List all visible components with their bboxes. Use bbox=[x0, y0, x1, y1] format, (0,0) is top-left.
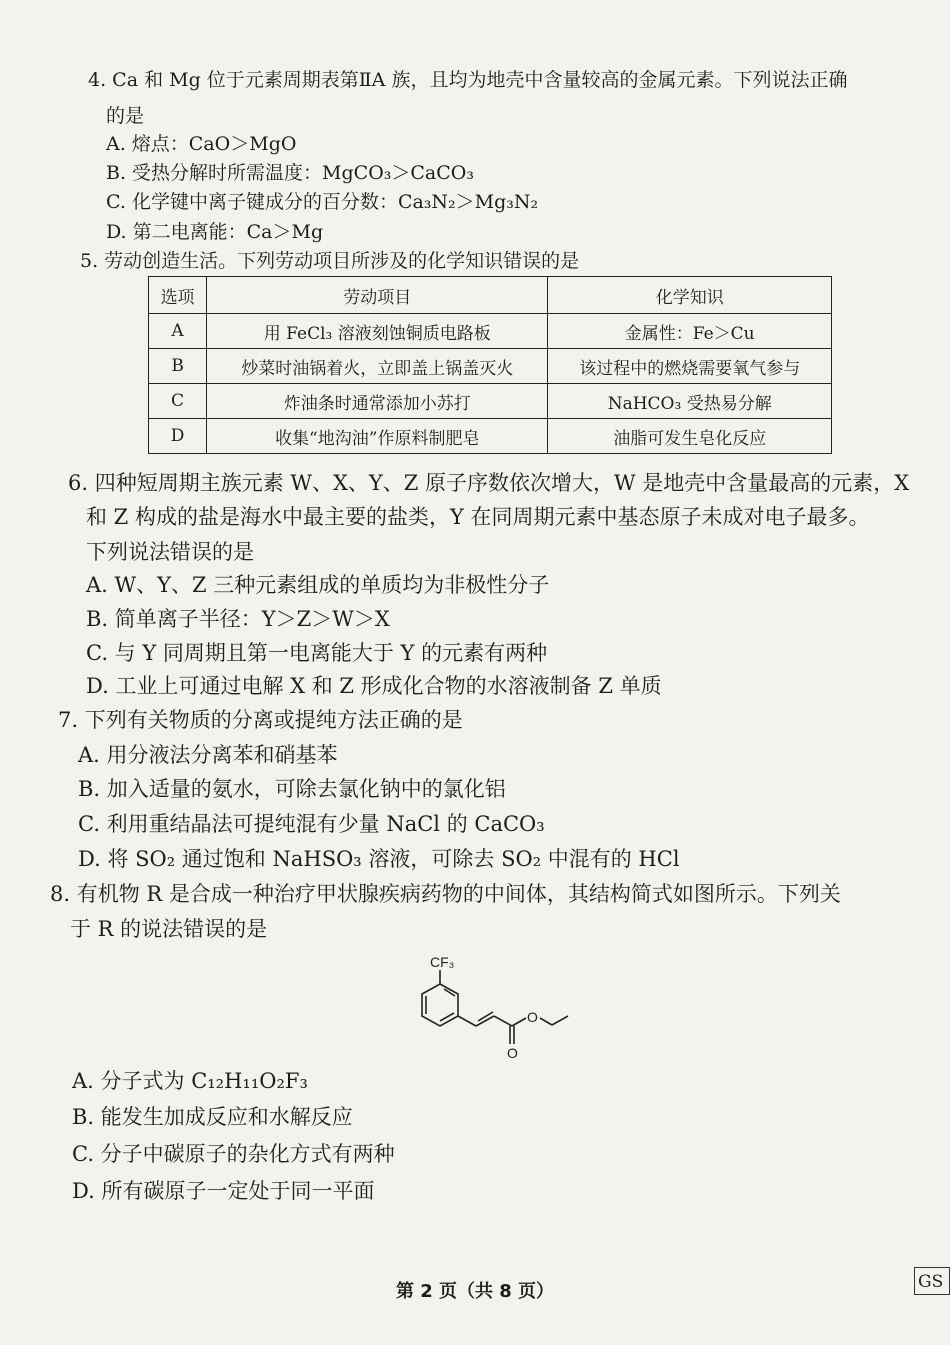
q6-option-d: D. 工业上可通过电解 X 和 Z 形成化合物的水溶液制备 Z 单质 bbox=[86, 674, 662, 698]
q6-option-c: C. 与 Y 同周期且第一电离能大于 Y 的元素有两种 bbox=[86, 641, 548, 665]
table-header-row bbox=[149, 277, 832, 314]
structure-diagram bbox=[400, 952, 590, 1064]
carbonyl-oxygen-label: O bbox=[507, 1045, 518, 1061]
table-cell: D bbox=[149, 419, 207, 454]
table-cell: 金属性：Fe＞Cu bbox=[548, 314, 832, 349]
ester-oxygen-label: O bbox=[527, 1009, 538, 1025]
exam-code-badge: GS bbox=[914, 1267, 950, 1295]
table-cell: 炸油条时通常添加小苏打 bbox=[207, 384, 548, 419]
q4-option-b: B. 受热分解时所需温度：MgCO₃＞CaCO₃ bbox=[106, 162, 474, 184]
table-row bbox=[149, 349, 832, 384]
table-cell: 炒菜时油锅着火，立即盖上锅盖灭火 bbox=[207, 349, 548, 384]
table-cell: 用 FeCl₃ 溶液刻蚀铜质电路板 bbox=[207, 314, 548, 349]
q4-stem-line2: 的是 bbox=[106, 105, 145, 127]
q5-stem: 5. 劳动创造生活。下列劳动项目所涉及的化学知识错误的是 bbox=[80, 250, 580, 272]
benzene-ring bbox=[422, 984, 458, 1026]
table-header-knowledge: 化学知识 bbox=[548, 277, 832, 314]
table-cell: C bbox=[149, 384, 207, 419]
q5-table bbox=[148, 276, 832, 454]
page-number: 第 2 页（共 8 页） bbox=[395, 1281, 555, 1302]
q4-option-c: C. 化学键中离子键成分的百分数：Ca₃N₂＞Mg₃N₂ bbox=[106, 191, 539, 213]
q8-option-b: B. 能发生加成反应和水解反应 bbox=[72, 1105, 353, 1129]
table-cell: NaHCO₃ 受热易分解 bbox=[548, 384, 832, 419]
q6-stem-line3: 下列说法错误的是 bbox=[86, 540, 254, 564]
q4-option-a: A. 熔点：CaO＞MgO bbox=[106, 133, 297, 155]
q6-option-b: B. 简单离子半径：Y＞Z＞W＞X bbox=[86, 607, 390, 631]
q8-stem-line1: 8. 有机物 R 是合成一种治疗甲状腺疾病药物的中间体，其结构简式如图所示。下列关 bbox=[50, 882, 841, 906]
q6-option-a: A. W、Y、Z 三种元素组成的单质均为非极性分子 bbox=[86, 573, 550, 597]
table-cell: 收集“地沟油”作原料制肥皂 bbox=[207, 419, 548, 454]
table-header-labor: 劳动项目 bbox=[207, 277, 548, 314]
table-row bbox=[149, 384, 832, 419]
q8-option-c: C. 分子中碳原子的杂化方式有两种 bbox=[72, 1142, 395, 1166]
cf3-label: CF₃ bbox=[430, 954, 455, 970]
q7-option-b: B. 加入适量的氨水，可除去氯化钠中的氯化铝 bbox=[78, 777, 506, 801]
q4-option-d: D. 第二电离能：Ca＞Mg bbox=[106, 221, 324, 243]
q8-option-d: D. 所有碳原子一定处于同一平面 bbox=[72, 1179, 375, 1203]
table-cell: 油脂可发生皂化反应 bbox=[548, 419, 832, 454]
table-row bbox=[149, 314, 832, 349]
table-cell: 该过程中的燃烧需要氧气参与 bbox=[548, 349, 832, 384]
q6-stem-line1: 6. 四种短周期主族元素 W、X、Y、Z 原子序数依次增大，W 是地壳中含量最高的元素，X bbox=[68, 471, 910, 495]
q7-option-a: A. 用分液法分离苯和硝基苯 bbox=[78, 743, 338, 767]
table-cell: A bbox=[149, 314, 207, 349]
q7-stem: 7. 下列有关物质的分离或提纯方法正确的是 bbox=[58, 708, 463, 732]
q7-option-c: C. 利用重结晶法可提纯混有少量 NaCl 的 CaCO₃ bbox=[78, 812, 545, 836]
q4-stem-line1: 4. Ca 和 Mg 位于元素周期表第ⅡA 族，且均为地壳中含量较高的金属元素。下列说法正确 bbox=[88, 69, 848, 91]
q8-stem-line2: 于 R 的说法错误的是 bbox=[70, 917, 268, 941]
table-header-option: 选项 bbox=[149, 277, 207, 314]
q8-option-a: A. 分子式为 C₁₂H₁₁O₂F₃ bbox=[72, 1069, 308, 1093]
table-cell: B bbox=[149, 349, 207, 384]
q7-option-d: D. 将 SO₂ 通过饱和 NaHSO₃ 溶液，可除去 SO₂ 中混有的 HCl bbox=[78, 847, 680, 871]
table-row bbox=[149, 419, 832, 454]
q6-stem-line2: 和 Z 构成的盐是海水中最主要的盐类，Y 在同周期元素中基态原子未成对电子最多。 bbox=[86, 505, 870, 529]
